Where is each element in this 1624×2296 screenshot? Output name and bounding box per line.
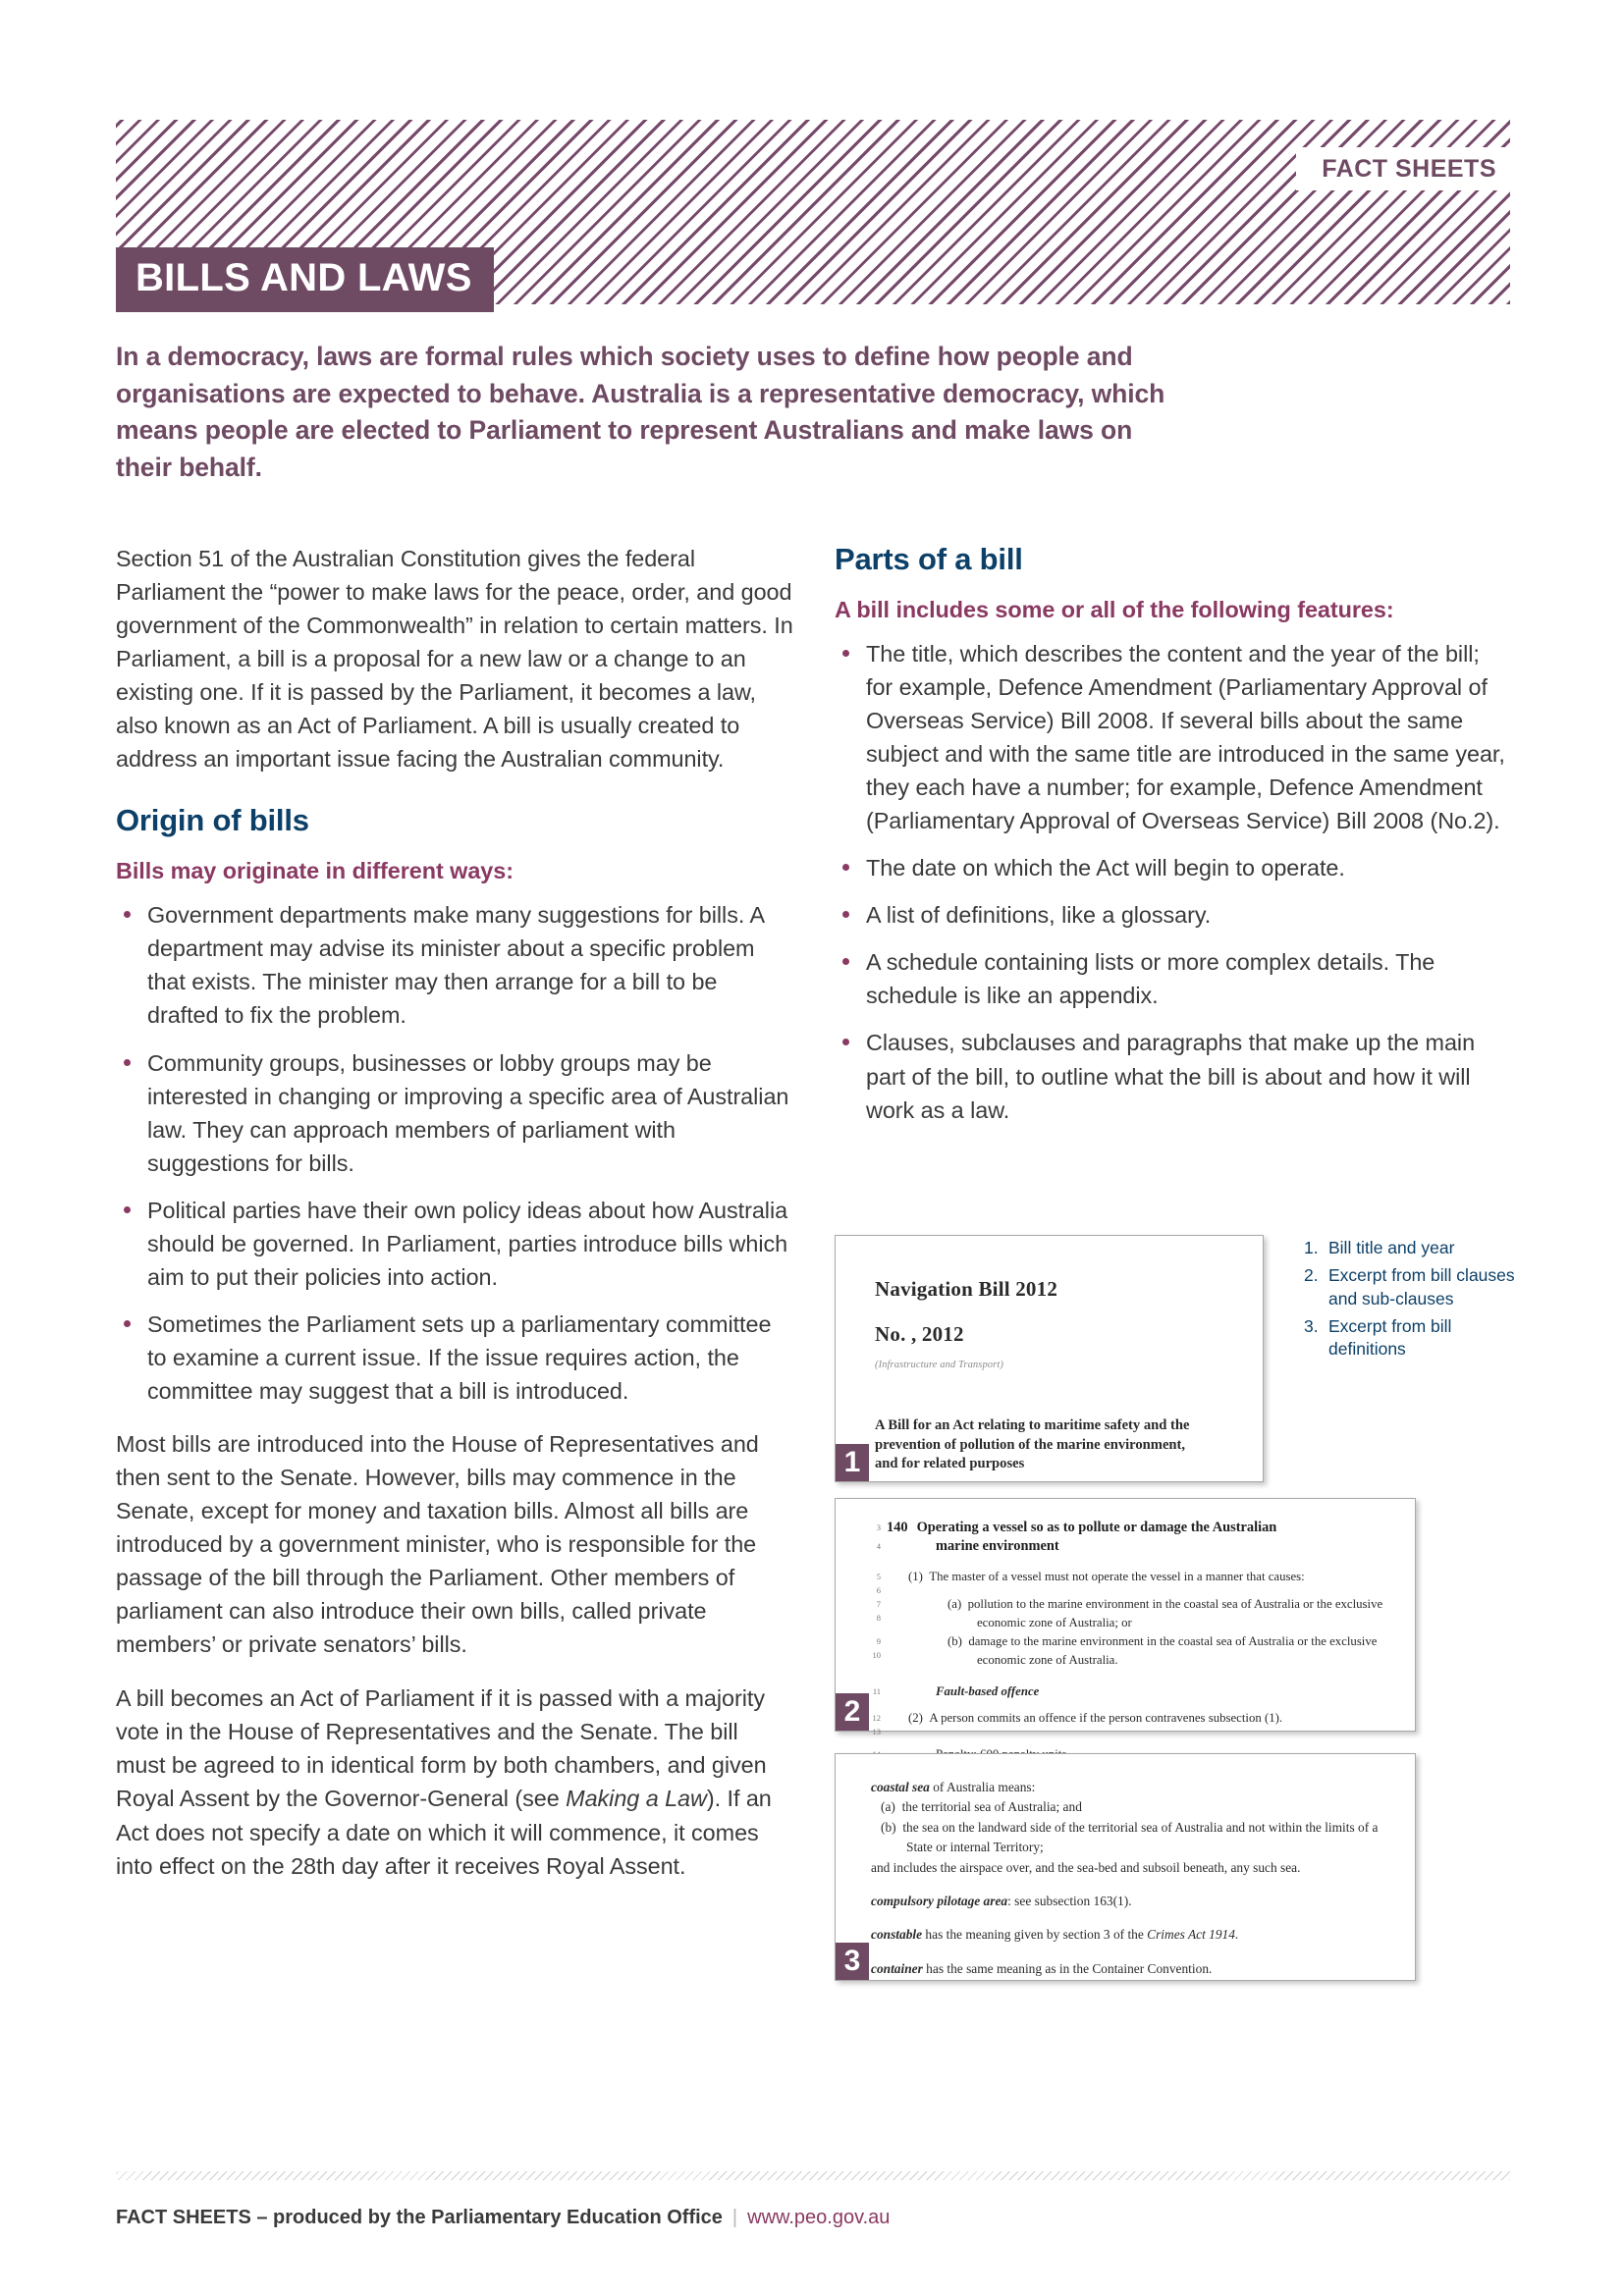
list-item: Political parties have their own policy ideas about how Australia should be governed. In Parliament, parties introduce bills which aim to put their policies into action. [116, 1194, 793, 1294]
intro-statement: In a democracy, laws are formal rules which society uses to define how people and organisations are expected to behave. Australia is a representative democracy, which means people are elected to Parliament to represent Australians and make laws on their behalf. [116, 342, 1165, 482]
line-number: 13 [872, 1726, 881, 1736]
definition-coastal-sea-lead-text: of Australia means: [929, 1780, 1036, 1794]
figure-badge-1: 1 [836, 1444, 869, 1481]
line-number: 12 [872, 1712, 881, 1723]
list-item: Community groups, businesses or lobby groups may be interested in changing or improving a specific area of Australian law. They can approach members of parliament with suggestions for bills. [116, 1046, 793, 1180]
left-intro-paragraph: Section 51 of the Australian Constitution gives the federal Parliament the “power to make laws for the peace, order, and good government of the Commonwealth” in relation to certain matters. In Parliament, a bill is a proposal for a new law or a change to an existing one. If it is passed by the Parliament, it becomes a law, also known as an Act of Parliament. A bill is usually created to address an important issue facing the Australian community. [116, 546, 793, 773]
definition-term-coastal-sea: coastal sea [871, 1780, 930, 1794]
page-title-box [116, 247, 494, 312]
fault-based-offence-heading: Fault-based offence [936, 1683, 1040, 1698]
subclause-2-label: (2) [908, 1710, 923, 1725]
figure-bill-definitions [835, 1753, 1416, 1981]
paragraph-a-body: pollution to the marine environment in the coastal sea of Australia or the exclusive economic zone of Australia; or [967, 1596, 1383, 1630]
subclause-1-row [849, 1568, 1401, 1595]
page-footer [116, 2207, 890, 2229]
subclause-2-row [849, 1709, 1401, 1736]
definition-constable [871, 1925, 1397, 1945]
figure-badge-2: 2 [836, 1693, 869, 1731]
page-title: BILLS AND LAWS [135, 256, 472, 299]
definition-compulsory-pilotage-text: : see subsection 163(1). [1007, 1893, 1132, 1908]
bill-long-title-text: A Bill for an Act relating to maritime safety and the prevention of pollution of the marine environment, and for related purposes [875, 1417, 1190, 1472]
crimes-act-reference: Crimes Act 1914 [1147, 1927, 1235, 1943]
figure-bill-clauses [835, 1498, 1416, 1736]
clause-number: 140 [887, 1520, 908, 1535]
list-item: Clauses, subclauses and paragraphs that make up the main part of the bill, to outline what the bill is about and how it will work as a law. [835, 1026, 1512, 1126]
definition-b-label: (b) [881, 1819, 896, 1835]
definition-a-text: the territorial sea of Australia; and [901, 1799, 1082, 1815]
paragraph-3-part-2: ). If an Act does not specify a date on which it will commence, it comes into effect on the 28th day after it receives Royal Assent. [116, 1786, 772, 1879]
paragraph-a-text [887, 1595, 1401, 1632]
bill-title-text: Navigation Bill 2012 [875, 1277, 1058, 1301]
figure-badge-3: 3 [836, 1943, 869, 1980]
clause-heading-text-1: Operating a vessel so as to pollute or damage the Australian [916, 1520, 1277, 1535]
definition-b-text: the sea on the landward side of the territorial sea of Australia and not within the limits of a State or internal Territory; [902, 1819, 1379, 1855]
figure-bill-title-page [835, 1235, 1264, 1482]
list-item: Sometimes the Parliament sets up a parliamentary committee to examine a current issue. If the issue requires action, the committee may suggest that a bill is introduced. [116, 1308, 793, 1408]
heading-origin-of-bills: Origin of bills [116, 803, 309, 838]
line-number: 5 [876, 1571, 881, 1581]
clause-heading-line-1 [887, 1519, 1276, 1537]
definition-coastal-sea-b [871, 1818, 1397, 1858]
heading-parts-of-a-bill: Parts of a bill [835, 542, 1023, 576]
definition-compulsory-pilotage [871, 1892, 1397, 1911]
paragraph-a-row [849, 1595, 1401, 1632]
legend-text-3: Excerpt from bill definitions [1328, 1315, 1452, 1360]
figure-2-content [836, 1499, 1415, 1764]
legend-item-1 [1304, 1237, 1515, 1259]
left-column [116, 542, 793, 1883]
list-item: The date on which the Act will begin to operate. [835, 851, 1512, 884]
line-number: 10 [872, 1650, 881, 1661]
paragraph-a-label: (a) [947, 1596, 962, 1611]
origin-of-bills-list [116, 898, 793, 1408]
definition-coastal-sea-a [871, 1797, 1397, 1817]
footer-divider [116, 2171, 1510, 2180]
line-number: 8 [876, 1612, 881, 1623]
definition-a-label: (a) [881, 1799, 895, 1815]
definition-term-constable: constable [871, 1927, 923, 1943]
legend-number-1: 1. [1304, 1238, 1319, 1257]
definition-container [871, 1959, 1397, 1979]
clause-heading-row [849, 1519, 1401, 1537]
right-column [835, 542, 1512, 1147]
definition-term-container: container [871, 1960, 923, 1976]
legend-number-3: 3. [1304, 1315, 1319, 1336]
left-paragraph-3 [116, 1682, 793, 1882]
left-paragraph-2: Most bills are introduced into the House of Representatives and then sent to the Senate. However, bills may commence in the Senate, except for money and taxation bills. Almost all bills are introduced by a government minister, who is responsible for the passage of the bill through the Parliament. Other members of parliament can also introduce their own bills, called private members’ or private senators’ bills. [116, 1430, 759, 1658]
definition-coastal-sea-lead [871, 1778, 1397, 1797]
line-number: 6 [876, 1584, 881, 1595]
list-item: The title, which describes the content and the year of the bill; for example, Defence Amendment (Parliamentary Approval of Overseas Service) Bill 2008. If several bills about the same subject and with the same title are introduced in the same year, they each have a number; for example, Defence Amendment (Parliamentary Approval of Overseas Service) Bill 2008 (No.2). [835, 637, 1512, 837]
subheading-bill-features: A bill includes some or all of the following features: [835, 597, 1394, 622]
paragraph-b-body: damage to the marine environment in the coastal sea of Australia or the exclusive economic zone of Australia. [968, 1634, 1378, 1668]
legend-list [1304, 1237, 1515, 1361]
subheading-origin-ways: Bills may originate in different ways: [116, 858, 514, 884]
definition-constable-text: has the meaning given by section 3 of the [922, 1927, 1148, 1943]
line-number: 4 [876, 1541, 881, 1552]
list-item: A schedule containing lists or more complex details. The schedule is like an appendix. [835, 945, 1512, 1012]
paragraph-3-part-1: A bill becomes an Act of Parliament if it is passed with a majority vote in the House of Representatives and the Senate. The bill must be agreed to in identical form by both chambers, and given Royal Assent by the Governor-General (see [116, 1685, 767, 1812]
fact-sheets-band [1296, 147, 1510, 190]
footer-separator: | [731, 2207, 738, 2228]
list-item: Government departments make many suggestions for bills. A department may advise its minister about a specific problem that exists. The minister may then arrange for a bill to be drafted to fix the problem. [116, 898, 793, 1032]
figure-legend [1304, 1237, 1515, 1365]
line-number: 9 [876, 1636, 881, 1647]
legend-item-2 [1304, 1264, 1515, 1310]
footer-url[interactable]: www.peo.gov.au [747, 2207, 891, 2228]
line-number: 11 [872, 1685, 881, 1696]
fact-sheets-kicker: FACT SHEETS [1322, 154, 1496, 183]
parts-of-a-bill-list [835, 637, 1512, 1127]
definition-term-compulsory-pilotage-area: compulsory pilotage area [871, 1893, 1008, 1908]
subclause-1-label: (1) [908, 1569, 923, 1583]
legend-text-1: Bill title and year [1328, 1238, 1455, 1257]
bill-number-text: No. , 2012 [875, 1322, 964, 1346]
clause-heading-text-2: marine environment [936, 1538, 1059, 1555]
legend-text-2: Excerpt from bill clauses and sub-clauses [1328, 1265, 1515, 1308]
footer-credit: FACT SHEETS – produced by the Parliamentary Education Office [116, 2207, 723, 2228]
fault-heading-row [849, 1682, 1401, 1701]
paragraph-b-row [849, 1632, 1401, 1670]
bill-department-text: (Infrastructure and Transport) [875, 1360, 1003, 1370]
definition-constable-tail: . [1234, 1927, 1239, 1943]
paragraph-b-label: (b) [947, 1634, 962, 1649]
figure-3-content [836, 1754, 1415, 1979]
list-item: A list of definitions, like a glossary. [835, 898, 1512, 932]
line-number: 3 [876, 1522, 881, 1532]
subclause-1-text [887, 1568, 1401, 1586]
subclause-2-text [887, 1709, 1401, 1728]
legend-number-2: 2. [1304, 1265, 1319, 1286]
legend-item-3 [1304, 1315, 1515, 1362]
clause-heading-row-2 [849, 1537, 1401, 1556]
paragraph-b-text [887, 1632, 1401, 1670]
definition-coastal-sea-tail: and includes the airspace over, and the sea-bed and subsoil beneath, any such sea. [871, 1859, 1301, 1875]
making-a-law-reference: Making a Law [566, 1786, 707, 1812]
subclause-2-body: A person commits an offence if the person contravenes subsection (1). [929, 1710, 1283, 1725]
line-number: 7 [876, 1598, 881, 1609]
subclause-1-body: The master of a vessel must not operate the vessel in a manner that causes: [929, 1569, 1305, 1583]
definition-container-text: has the same meaning as in the Container Convention. [922, 1960, 1213, 1976]
page-header [116, 120, 1510, 304]
figure-1-content [836, 1236, 1263, 1474]
